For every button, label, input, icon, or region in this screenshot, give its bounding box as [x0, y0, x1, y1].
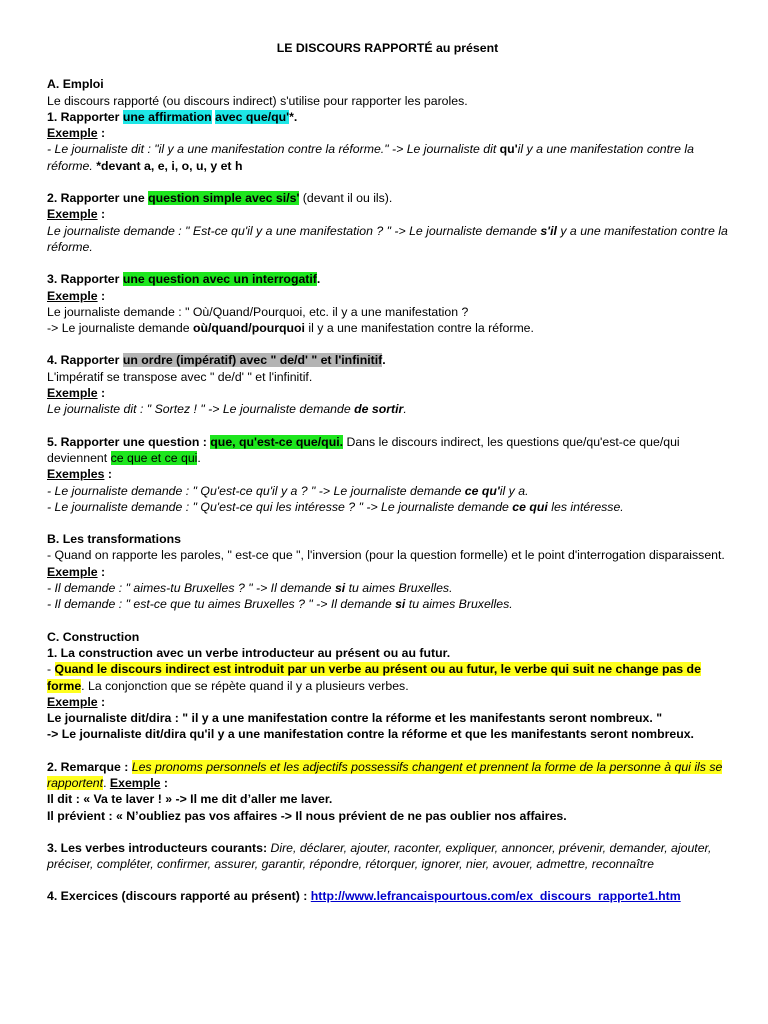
c1-rule: - Quand le discours indirect est introduit par un verbe au présent ou au futur, le verbe qui suit ne change pas de forme. La conjonction que se répète quand il y a plusieurs verbes. — [47, 662, 701, 693]
highlight-ce-que: ce que et ce qui — [110, 450, 198, 465]
b-example-line2: - Il demande : " est-ce que tu aimes Bruxelles ? " -> Il demande si tu aimes Bruxelles. — [47, 597, 513, 612]
a5-exemple-label: Exemples : — [47, 467, 112, 482]
b-example-line1: - Il demande : " aimes-tu Bruxelles ? " -> Il demande si tu aimes Bruxelles. — [47, 581, 453, 596]
highlight-c2-remarque: Les pronoms personnels et les adjectifs possessifs changent et prennent la forme de la personne à qui ils se rapportent — [47, 759, 723, 790]
a4-example-text: Le journaliste dit : " Sortez ! " -> Le journaliste demande de sortir. — [47, 402, 407, 417]
c1-example-line1: Le journaliste dit/dira : " il y a une manifestation contre la réforme et les manifestants seront nombreux. " — [47, 711, 663, 726]
c3-verbes: 3. Les verbes introducteurs courants: Dire, déclarer, ajouter, raconter, expliquer, annoncer, prévenir, demander, ajouter, préciser, compléter, confirmer, assurer, garantir, répondre, rétorquer, ignorer, nier, avouer, admettre, reconnaître — [47, 840, 712, 872]
c1-exemple-label: Exemple : — [47, 694, 106, 709]
section-c-heading: C. Construction — [47, 629, 140, 644]
a4-exemple-label: Exemple : — [47, 386, 106, 401]
c2-example-line2: Il prévient : « N’oubliez pas vos affaires -> Il nous prévient de ne pas oublier nos affaires. — [47, 808, 567, 823]
a1-exemple-label: Exemple : — [47, 126, 106, 141]
a5-heading: 5. Rapporter une question : que, qu'est-ce que/qui. Dans le discours indirect, les questions que/qu'est-ce que/qui deviennent ce que et ce qui. — [47, 434, 680, 465]
a4-line1: L'impératif se transpose avec " de/d' " et l'infinitif. — [47, 369, 313, 384]
b-exemple-label: Exemple : — [47, 564, 106, 579]
section-a-intro: Le discours rapporté (ou discours indirect) s'utilise pour rapporter les paroles. — [47, 93, 468, 108]
highlight-affirmation: une affirmation — [122, 109, 212, 124]
a5-example-line2: - Le journaliste demande : " Qu'est-ce qui les intéresse ? " -> Le journaliste demande ce qui les intéresse. — [47, 499, 624, 514]
a2-exemple-label: Exemple : — [47, 207, 106, 222]
page-title: LE DISCOURS RAPPORTÉ au présent — [276, 41, 499, 55]
highlight-question-simple: question simple avec si/s' — [148, 191, 300, 206]
c4-exercices: 4. Exercices (discours rapporté au présent) : http://www.lefrancaispourtous.com/ex_discours_rapporte1.htm — [47, 889, 681, 904]
highlight-ordre: un ordre (impératif) avec " de/d' " et l'infinitif — [122, 353, 383, 368]
highlight-avec-que: avec que/qu' — [215, 109, 290, 124]
c2-example-line1: Il dit : « Va te laver ! » -> Il me dit d’aller me laver. — [47, 792, 333, 807]
a1-heading: 1. Rapporter une affirmation avec que/qu'*. — [47, 109, 298, 124]
a3-heading: 3. Rapporter une question avec un interrogatif. — [47, 272, 321, 287]
section-b-line1: - Quand on rapporte les paroles, " est-ce que ", l'inversion (pour la question formelle) et le point d'interrogation disparaissent. — [47, 548, 725, 563]
a1-example-text: - Le journaliste dit : "il y a une manifestation contre la réforme." -> Le journaliste dit qu'il y a une manifestation contre la réforme. *devant a, e, i, o, u, y et h — [47, 142, 694, 173]
a2-heading: 2. Rapporter une question simple avec si/s' (devant il ou ils). — [47, 191, 393, 206]
a3-exemple-label: Exemple : — [47, 288, 106, 303]
highlight-que-quest-ce: que, qu'est-ce que/qui. — [210, 434, 344, 449]
section-a-heading: A. Emploi — [47, 77, 104, 92]
c2-remarque: 2. Remarque : Les pronoms personnels et les adjectifs possessifs changent et prennent la forme de la personne à qui ils se rapportent. Exemple : — [47, 759, 723, 790]
a3-example-line1: Le journaliste demande : " Où/Quand/Pourquoi, etc. il y a une manifestation ? — [47, 304, 469, 319]
a4-heading: 4. Rapporter un ordre (impératif) avec " de/d' " et l'infinitif. — [47, 353, 386, 368]
section-b-heading: B. Les transformations — [47, 532, 181, 547]
highlight-interrogatif: une question avec un interrogatif — [122, 272, 317, 287]
c1-heading: 1. La construction avec un verbe introducteur au présent ou au futur. — [47, 645, 451, 660]
a5-example-line1: - Le journaliste demande : " Qu'est-ce qu'il y a ? " -> Le journaliste demande ce qu'il y a. — [47, 483, 529, 498]
exercises-link[interactable]: http://www.lefrancaispourtous.com/ex_discours_rapporte1.htm — [310, 889, 681, 904]
highlight-c1-rule: Quand le discours indirect est introduit par un verbe au présent ou au futur, le verbe qui suit ne change pas de forme — [47, 662, 701, 693]
c1-example-line2: -> Le journaliste dit/dira qu'il y a une manifestation contre la réforme et que les manifestants seront nombreux. — [47, 727, 694, 742]
a3-example-line2: -> Le journaliste demande où/quand/pourquoi il y a une manifestation contre la réforme. — [47, 321, 534, 336]
a2-example-text: Le journaliste demande : " Est-ce qu'il y a une manifestation ? " -> Le journaliste demande s'il y a une manifestation contre la réforme. — [47, 223, 728, 254]
